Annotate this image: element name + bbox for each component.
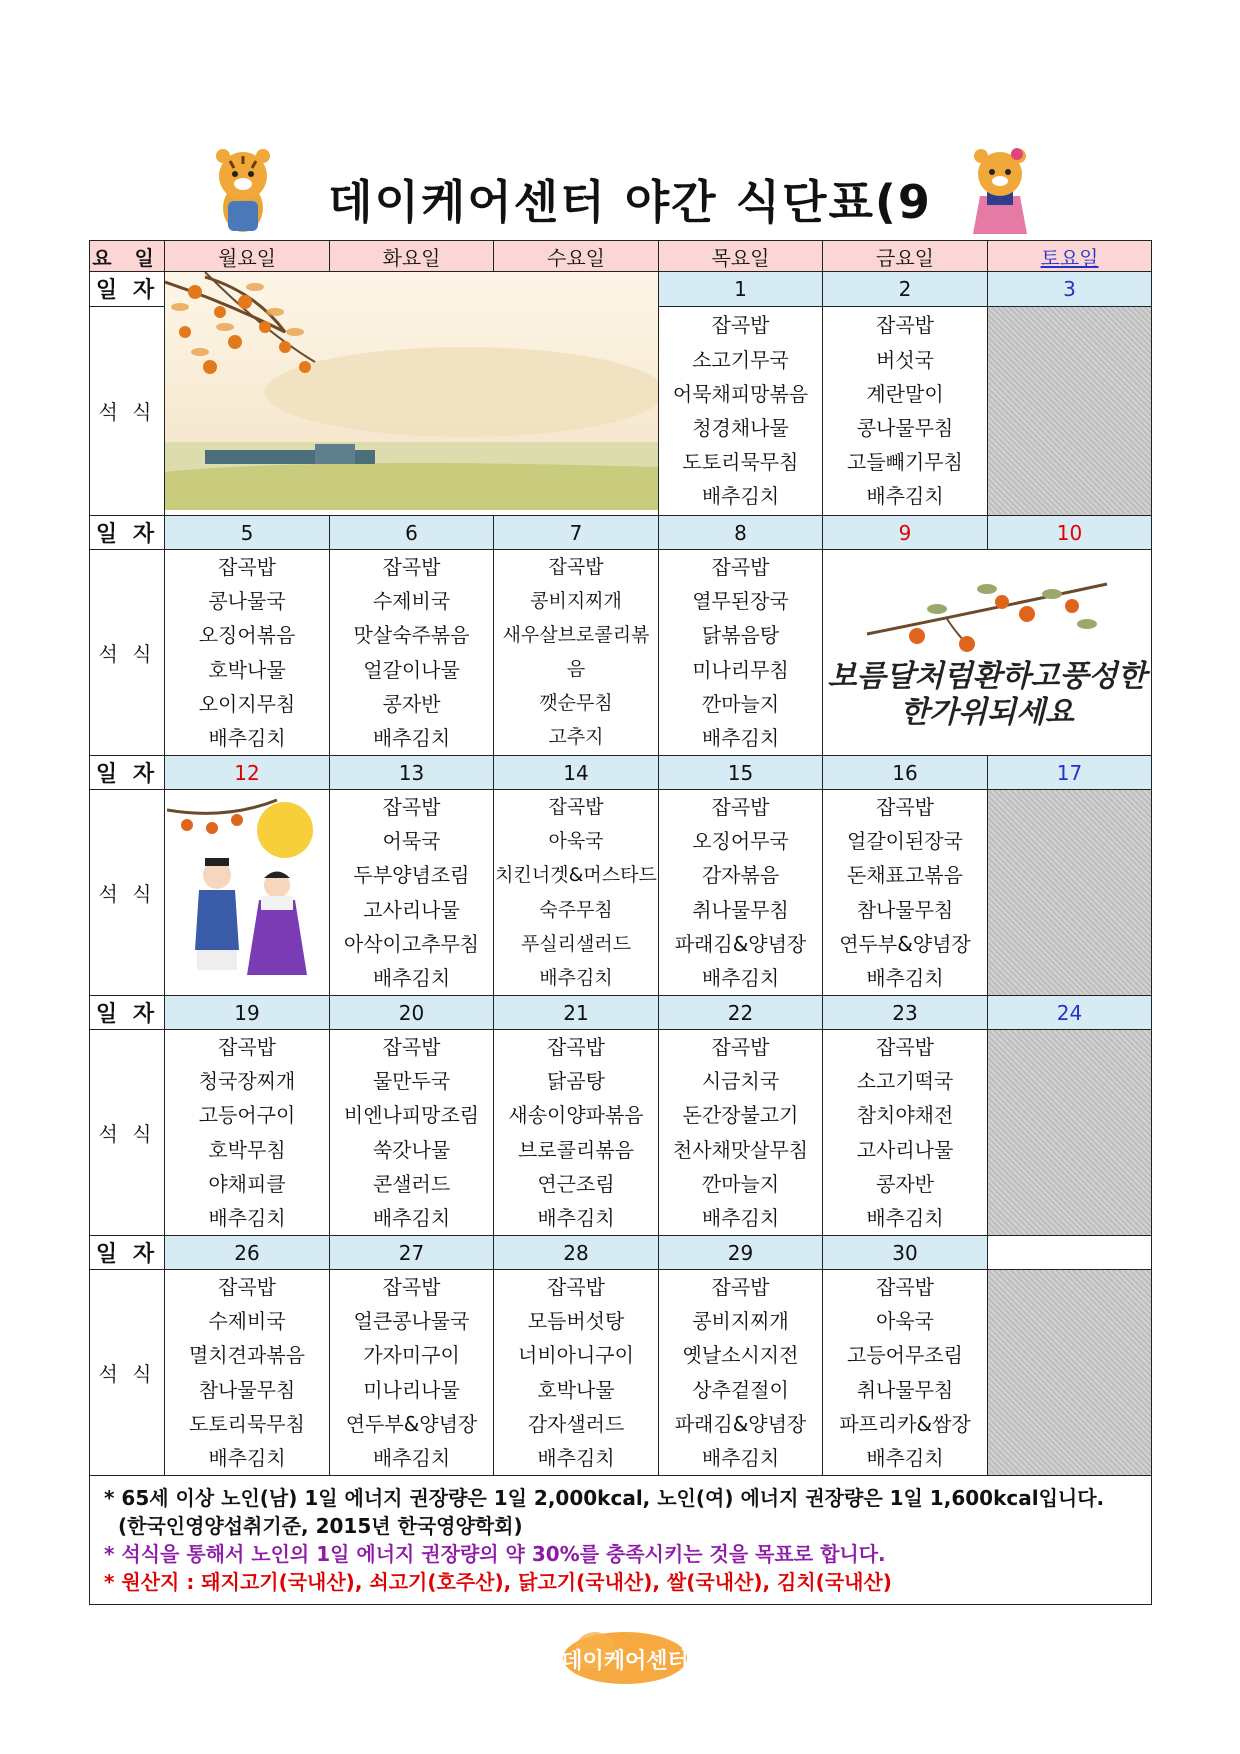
- notes-cell: [90, 1476, 1152, 1605]
- menu-item: 배추김치: [208, 725, 286, 750]
- menu-item: 미나리나물: [363, 1377, 460, 1402]
- menu-item: 배추김치: [208, 1445, 286, 1470]
- meal-cell: [165, 1270, 330, 1476]
- menu-item: 아욱국: [548, 830, 604, 853]
- meal-cell: [494, 1270, 659, 1476]
- menu-item: 잡곡밥: [547, 1275, 605, 1300]
- date-row: [90, 272, 1152, 307]
- date-row-label: 일 자: [90, 756, 165, 790]
- date-cell-holiday: 12: [165, 756, 330, 790]
- menu-item: 시금치국: [701, 1069, 780, 1094]
- menu-item: 천사채맛살무침: [672, 1137, 809, 1162]
- date-cell: 29: [659, 1236, 823, 1270]
- menu-item: 파프리카&쌈장: [839, 1411, 971, 1436]
- menu-item: 배추김치: [866, 1205, 944, 1230]
- meal-row-label: 석 식: [90, 306, 165, 515]
- date-cell: 28: [494, 1236, 659, 1270]
- menu-item: 잡곡밥: [382, 1275, 441, 1300]
- meal-cell: [165, 1030, 330, 1236]
- date-cell-holiday: 10: [988, 516, 1152, 550]
- menu-item: 배추김치: [537, 1205, 615, 1230]
- meal-row-label: 석 식: [90, 1270, 165, 1476]
- meal-cell: [165, 550, 330, 756]
- menu-item: 배추김치: [866, 1445, 944, 1470]
- date-row-label: 일 자: [90, 996, 165, 1030]
- date-cell: 22: [659, 996, 823, 1030]
- meal-cell: [823, 306, 988, 515]
- menu-item: 맛살숙주볶음: [353, 623, 470, 648]
- closed-cell: [988, 790, 1152, 996]
- menu-item: 미나리무침: [692, 657, 789, 682]
- menu-item: 잡곡밥: [876, 1035, 934, 1060]
- menu-item: 잡곡밥: [711, 313, 770, 338]
- date-cell: 17: [988, 756, 1152, 790]
- date-cell: 24: [988, 996, 1152, 1030]
- menu-item: 파래김&양념장: [674, 1411, 807, 1436]
- chuseok-greeting-line2: 한가위되세요: [900, 695, 1074, 730]
- menu-item: 열무된장국: [692, 589, 789, 614]
- menu-item: 멸치견과볶음: [189, 1343, 305, 1368]
- meal-row: [90, 1030, 1152, 1236]
- daycare-logo: [555, 1620, 695, 1690]
- notes-row: [90, 1476, 1152, 1605]
- menu-item: 콩비지찌개: [530, 590, 622, 612]
- page-title: 데이케어센터 야간 식단표(9: [328, 175, 932, 229]
- chuseok-greeting-line1: 보름달처럼환하고풍성한: [827, 659, 1147, 694]
- menu-item: 잡곡밥: [382, 795, 441, 820]
- menu-item: 잡곡밥: [218, 1035, 276, 1060]
- date-cell: 13: [330, 756, 494, 790]
- menu-item: 얼큰콩나물국: [353, 1309, 470, 1334]
- menu-item: 호박나물: [537, 1377, 615, 1402]
- date-cell: 1: [659, 272, 823, 307]
- date-cell: 26: [165, 1236, 330, 1270]
- menu-item: 배추김치: [701, 1205, 780, 1230]
- menu-item: 콩자반: [876, 1171, 934, 1196]
- menu-item: 쑥갓나물: [372, 1137, 451, 1162]
- date-cell: 30: [823, 1236, 988, 1270]
- menu-item: 배추김치: [866, 965, 944, 990]
- menu-item: 옛날소시지전: [682, 1343, 799, 1368]
- menu-item: 수제비국: [372, 589, 451, 614]
- menu-item: 잡곡밥: [382, 555, 441, 580]
- menu-item: 배추김치: [372, 1205, 451, 1230]
- menu-item: 소고기무국: [692, 347, 789, 372]
- menu-item: 비엔나피망조림: [343, 1103, 480, 1128]
- closed-cell: [988, 1270, 1152, 1476]
- menu-item: 청경채나물: [692, 415, 789, 440]
- menu-item: 감자샐러드: [527, 1411, 625, 1436]
- weekday-tue: 화요일: [330, 241, 494, 272]
- menu-item: 잡곡밥: [711, 1035, 770, 1060]
- date-cell: 16: [823, 756, 988, 790]
- weekday-thu: 목요일: [659, 241, 823, 272]
- meal-row: [90, 550, 1152, 756]
- menu-item: 야채피클: [208, 1171, 286, 1196]
- meal-cell: [494, 1030, 659, 1236]
- menu-item: 고들빼기무침: [847, 449, 963, 474]
- date-row: [90, 996, 1152, 1030]
- hanbok-couple-image: [167, 790, 327, 990]
- note-source: (한국인영양섭취기준, 2015년 한국영양학회): [118, 1514, 523, 1538]
- menu-item: 연두부&양념장: [839, 931, 971, 956]
- menu-item: 콩자반: [382, 691, 441, 716]
- meal-cell: [823, 1030, 988, 1236]
- menu-item: 새송이양파볶음: [508, 1103, 644, 1128]
- date-cell: 20: [330, 996, 494, 1030]
- menu-item: 청국장찌개: [198, 1069, 296, 1094]
- date-cell-empty: [988, 1236, 1152, 1270]
- date-cell: 3: [988, 272, 1152, 307]
- date-cell: 8: [659, 516, 823, 550]
- meal-cell: [330, 1270, 494, 1476]
- menu-item: 얼갈이된장국: [847, 829, 963, 854]
- menu-item: 잡곡밥: [548, 556, 604, 578]
- date-cell: 23: [823, 996, 988, 1030]
- menu-item: 배추김치: [701, 725, 780, 750]
- menu-item: 고등어무조림: [847, 1343, 963, 1368]
- weekday-header-row: [90, 241, 1152, 272]
- menu-item: 잡곡밥: [711, 555, 770, 580]
- menu-item: 오징어무국: [692, 829, 789, 854]
- menu-item: 배추김치: [866, 484, 944, 509]
- date-cell: 14: [494, 756, 659, 790]
- menu-item: 도토리묵무침: [189, 1411, 305, 1436]
- meal-row-label: 석 식: [90, 1030, 165, 1236]
- meal-cell: [494, 550, 659, 756]
- weekday-sat: 토요일: [988, 241, 1152, 272]
- autumn-landscape-image: [165, 272, 658, 510]
- menu-item: 고사리나물: [363, 897, 460, 922]
- meal-cell: [823, 790, 988, 996]
- menu-item: 상추겉절이: [692, 1377, 789, 1402]
- weekday-wed: 수요일: [494, 241, 659, 272]
- date-row: [90, 516, 1152, 550]
- menu-item: 두부양념조림: [353, 863, 470, 888]
- menu-item: 고사리나물: [856, 1137, 954, 1162]
- date-cell: 27: [330, 1236, 494, 1270]
- menu-item: 물만두국: [372, 1069, 451, 1094]
- menu-item: 배추김치: [537, 1445, 615, 1470]
- menu-item: 깐마늘지: [701, 691, 780, 716]
- menu-item: 푸실리샐러드: [520, 932, 632, 955]
- menu-item: 숙주무침: [539, 898, 613, 921]
- menu-item: 깐마늘지: [701, 1171, 780, 1196]
- date-cell: 21: [494, 996, 659, 1030]
- date-cell-holiday: 9: [823, 516, 988, 550]
- meal-cell: [659, 550, 823, 756]
- menu-item: 어묵국: [382, 829, 441, 854]
- autumn-train-illustration: [165, 272, 659, 516]
- menu-item: 오징어볶음: [198, 623, 296, 648]
- hanbok-couple-illustration: [165, 790, 330, 996]
- menu-item: 닭볶음탕: [701, 623, 780, 648]
- meal-cell: [659, 1270, 823, 1476]
- menu-item: 배추김치: [372, 965, 451, 990]
- menu-item: 배추김치: [372, 725, 451, 750]
- tiger-mascot-hanbok-icon: [965, 146, 1035, 236]
- date-row-label: 일 자: [90, 272, 165, 307]
- closed-cell: [988, 1030, 1152, 1236]
- menu-item: 참치야채전: [856, 1103, 954, 1128]
- date-row: [90, 756, 1152, 790]
- menu-item: 도토리묵무침: [682, 449, 799, 474]
- meal-cell: [494, 790, 659, 996]
- meal-cell: [330, 550, 494, 756]
- menu-item: 배추김치: [539, 966, 613, 989]
- persimmon-branch-icon: [827, 574, 1147, 654]
- closed-cell: [988, 306, 1152, 515]
- menu-item: 연두부&양념장: [345, 1411, 478, 1436]
- menu-item: 아삭이고추무침: [343, 931, 480, 956]
- meal-cell: [659, 306, 823, 515]
- date-cell: 2: [823, 272, 988, 307]
- menu-item: 참나물무침: [856, 897, 954, 922]
- weekday-mon: 월요일: [165, 241, 330, 272]
- meal-cell: [330, 790, 494, 996]
- weekday-fri: 금요일: [823, 241, 988, 272]
- menu-item: 콘샐러드: [372, 1171, 451, 1196]
- note-energy: * 65세 이상 노인(남) 1일 에너지 권장량은 1일 2,000kcal, 노인(여) 에너지 권장량은 1일 1,600kcal입니다.: [104, 1486, 1105, 1510]
- menu-item: 잡곡밥: [711, 1275, 770, 1300]
- meal-cell: [330, 1030, 494, 1236]
- menu-item: 파래김&양념장: [674, 931, 807, 956]
- menu-item: 배추김치: [701, 965, 780, 990]
- note-origin: * 원산지 : 돼지고기(국내산), 쇠고기(호주산), 닭고기(국내산), 쌀(국내산), 김치(국내산): [104, 1570, 892, 1594]
- menu-item: 소고기떡국: [856, 1069, 954, 1094]
- menu-item: 잡곡밥: [711, 795, 770, 820]
- menu-item: 치킨너겟&머스타드: [495, 864, 657, 887]
- tiger-mascot-icon: [208, 146, 278, 236]
- menu-item: 취나물무침: [856, 1377, 954, 1402]
- menu-item: 닭곰탕: [547, 1069, 605, 1094]
- menu-item: 잡곡밥: [218, 1275, 276, 1300]
- menu-item: 배추김치: [701, 1445, 780, 1470]
- menu-item: 수제비국: [208, 1309, 286, 1334]
- menu-item: 아욱국: [876, 1309, 934, 1334]
- chuseok-greeting: [823, 550, 1152, 756]
- menu-item: 잡곡밥: [876, 795, 934, 820]
- menu-item: 잡곡밥: [382, 1035, 441, 1060]
- menu-item: 새우살브로콜리볶음: [502, 624, 650, 680]
- date-row-label: 일 자: [90, 1236, 165, 1270]
- date-cell: 6: [330, 516, 494, 550]
- menu-item: 취나물무침: [692, 897, 789, 922]
- note-goal: * 석식을 통해서 노인의 1일 에너지 권장량의 약 30%를 충족시키는 것을 목표로 합니다.: [104, 1542, 886, 1566]
- menu-item: 고추지: [548, 726, 604, 748]
- menu-table: [89, 240, 1152, 1605]
- menu-item: 참나물무침: [198, 1377, 296, 1402]
- menu-item: 오이지무침: [198, 691, 296, 716]
- menu-item: 호박무침: [208, 1137, 286, 1162]
- menu-item: 잡곡밥: [548, 796, 604, 819]
- date-cell: 5: [165, 516, 330, 550]
- menu-item: 계란말이: [866, 381, 944, 406]
- menu-item: 얼갈이나물: [363, 657, 460, 682]
- date-cell: 19: [165, 996, 330, 1030]
- menu-item: 감자볶음: [701, 863, 780, 888]
- meal-cell: [659, 790, 823, 996]
- menu-item: 연근조림: [537, 1171, 615, 1196]
- weekday-label: 요 일: [90, 241, 165, 272]
- menu-item: 브로콜리볶음: [518, 1137, 634, 1162]
- menu-item: 깻순무침: [539, 692, 613, 714]
- menu-item: 돈간장불고기: [682, 1103, 799, 1128]
- meal-row: [90, 790, 1152, 996]
- menu-item: 콩비지찌개: [692, 1309, 789, 1334]
- menu-item: 배추김치: [372, 1445, 451, 1470]
- meal-cell: [823, 1270, 988, 1476]
- date-row: [90, 1236, 1152, 1270]
- daycare-logo-text: 데이케어센터: [561, 1649, 689, 1674]
- menu-item: 호박나물: [208, 657, 286, 682]
- menu-item: 잡곡밥: [876, 313, 934, 338]
- meal-row-label: 석 식: [90, 550, 165, 756]
- menu-item: 가자미구이: [363, 1343, 460, 1368]
- menu-item: 모듬버섯탕: [527, 1309, 625, 1334]
- menu-item: 잡곡밥: [218, 555, 276, 580]
- menu-item: 돈채표고볶음: [847, 863, 963, 888]
- menu-item: 버섯국: [876, 347, 934, 372]
- date-cell: 15: [659, 756, 823, 790]
- menu-item: 콩나물국: [208, 589, 286, 614]
- menu-item: 배추김치: [208, 1205, 286, 1230]
- menu-item: 배추김치: [701, 484, 780, 509]
- menu-item: 너비아니구이: [518, 1343, 634, 1368]
- meal-row-label: 석 식: [90, 790, 165, 996]
- meal-row: [90, 1270, 1152, 1476]
- meal-cell: [659, 1030, 823, 1236]
- page-header: [0, 140, 1240, 250]
- menu-item: 콩나물무침: [856, 415, 954, 440]
- date-cell: 7: [494, 516, 659, 550]
- menu-item: 어묵채피망볶음: [672, 381, 809, 406]
- date-row-label: 일 자: [90, 516, 165, 550]
- menu-item: 고등어구이: [198, 1103, 296, 1128]
- menu-item: 잡곡밥: [547, 1035, 605, 1060]
- menu-item: 잡곡밥: [876, 1275, 934, 1300]
